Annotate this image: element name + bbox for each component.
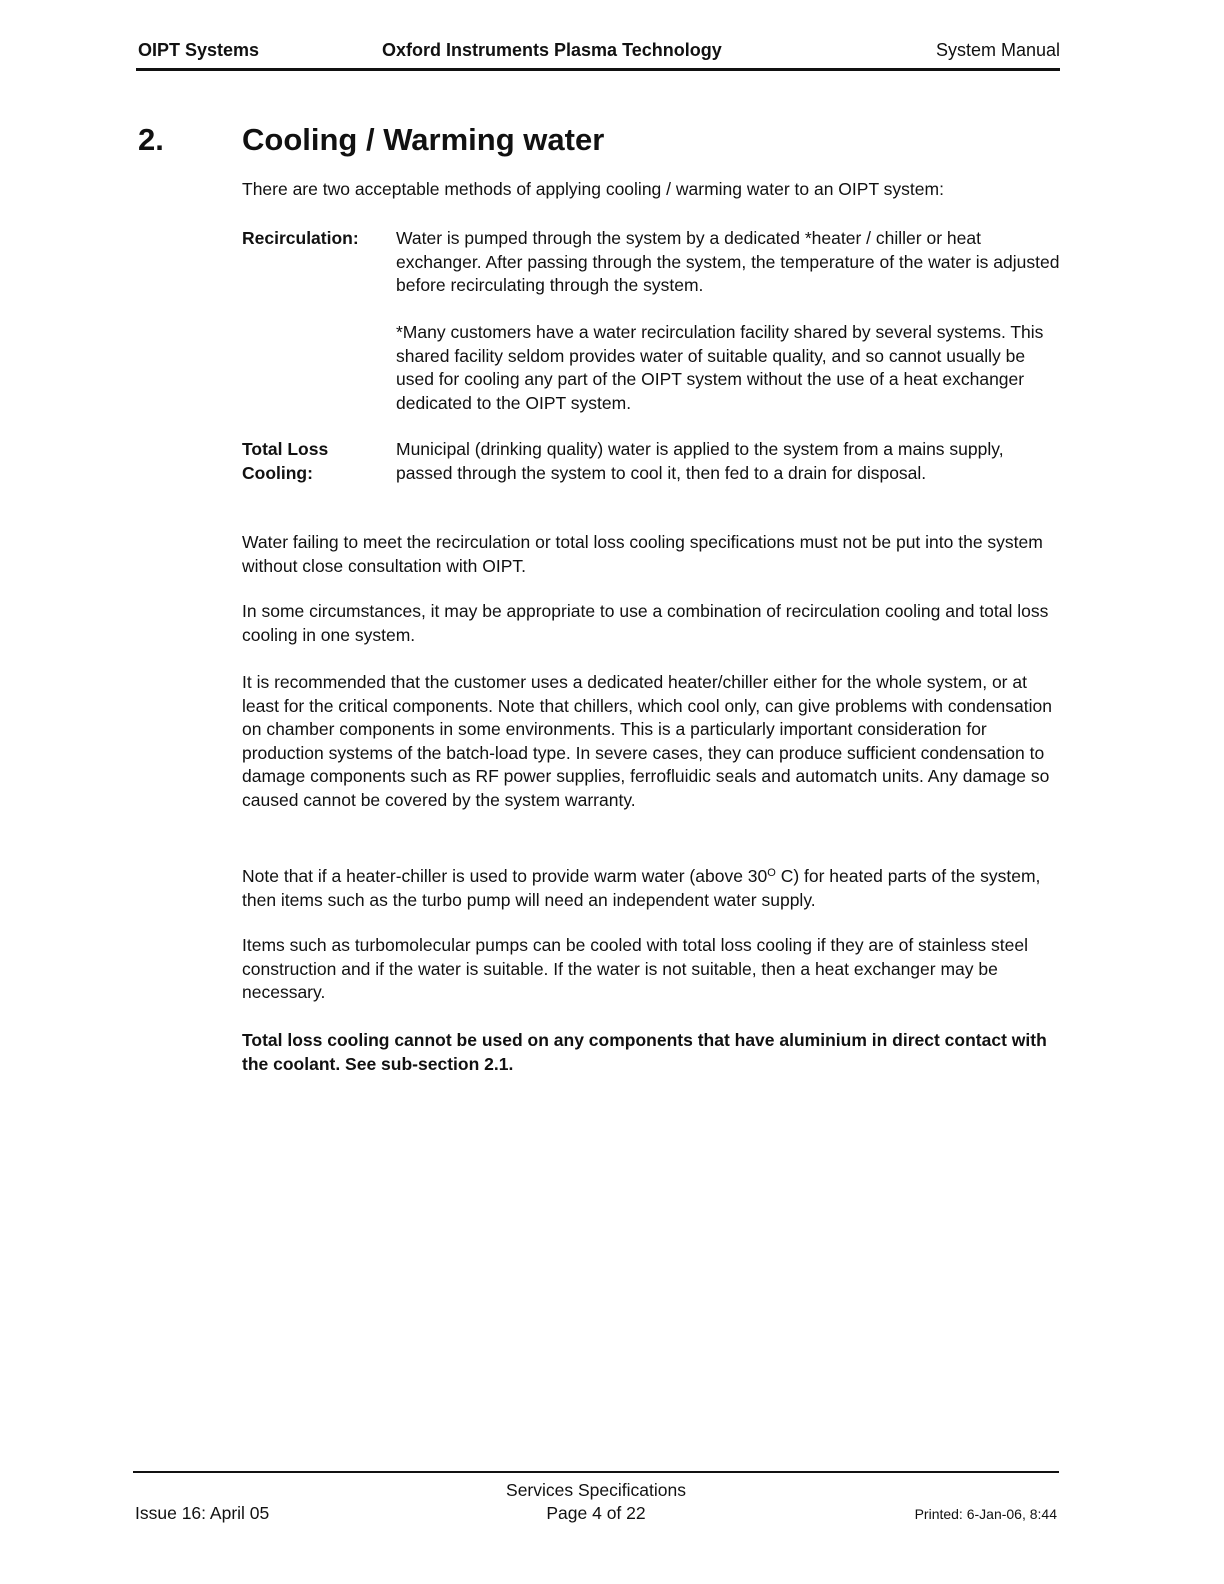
paragraph-specifications-warning: Water failing to meet the recirculation or total loss cooling specifications must not be put into the system without close consultation with OIPT. — [242, 532, 1043, 576]
definition-description — [396, 438, 1064, 485]
definition-term: Recirculation: — [242, 228, 359, 248]
paragraph-aluminium-warning: Total loss cooling cannot be used on any components that have aluminium in direct contact with the coolant. See sub-section 2.1. — [242, 1030, 1047, 1074]
paragraph-turbomolecular-pumps: Items such as turbomolecular pumps can be cooled with total loss cooling if they are of stainless steel construction and if the water is suitable. If the water is not suitable, then a heat exchanger may be necessary. — [242, 935, 1028, 1002]
footer-printed-date: Printed: 6-Jan-06, 8:44 — [914, 1506, 1057, 1522]
definition-term — [242, 438, 392, 485]
definition-description — [396, 227, 1064, 415]
definition-term-line2: Cooling: — [242, 462, 313, 483]
paragraph-heater-chiller-note — [242, 862, 1060, 912]
definition-paragraph: Water is pumped through the system by a dedicated *heater / chiller or heat exchanger. After passing through the system, the temperature of the water is adjusted before recirculating through the system. — [396, 228, 1060, 295]
header-center: Oxford Instruments Plasma Technology — [382, 40, 722, 60]
paragraph-recommendation: It is recommended that the customer uses a dedicated heater/chiller either for the whole system, or at least for the critical components. Note that chillers, which cool only, can give problems with condensation on chamber components in some environments. This is a particularly important consideration for production systems of the batch-load type. In severe cases, they can produce sufficient condensation to damage components such as RF power supplies, ferrofluidic seals and automatch units. Any damage so caused cannot be covered by the system warranty. — [242, 672, 1052, 810]
definition-term-line1: Total Loss — [242, 439, 329, 459]
definition-paragraph: Municipal (drinking quality) water is applied to the system from a mains supply, passed through the system to cool it, then fed to a drain for disposal. — [396, 439, 1004, 483]
text: Note that if a heater-chiller is used to provide warm water (above 30 — [242, 866, 768, 886]
header-left: OIPT Systems — [138, 40, 260, 60]
definition-footnote: *Many customers have a water recirculation facility shared by several systems. This shared facility seldom provides water of suitable quality, and so cannot usually be used for cooling any part of the OIPT system without the use of a heat exchanger dedicated to the OIPT system. — [396, 322, 1044, 413]
footer-issue: Issue 16: April 05 — [135, 1503, 270, 1523]
footer-document-title: Services Specifications — [506, 1480, 686, 1500]
intro-paragraph: There are two acceptable methods of applying cooling / warming water to an OIPT system: — [242, 179, 944, 199]
paragraph-combination: In some circumstances, it may be appropriate to use a combination of recirculation cooling and total loss cooling in one system. — [242, 601, 1049, 645]
text: C) for heated parts of the system, then items such as the turbo pump will need an independent water supply. — [242, 866, 1041, 910]
header-right: System Manual — [935, 40, 1060, 60]
degree-superscript: O — [767, 867, 776, 879]
page-header — [136, 38, 1060, 71]
page-footer — [133, 1471, 1059, 1523]
section-title: Cooling / Warming water — [242, 122, 605, 157]
section-number: 2. — [138, 122, 164, 157]
footer-page-number: Page 4 of 22 — [546, 1503, 646, 1523]
